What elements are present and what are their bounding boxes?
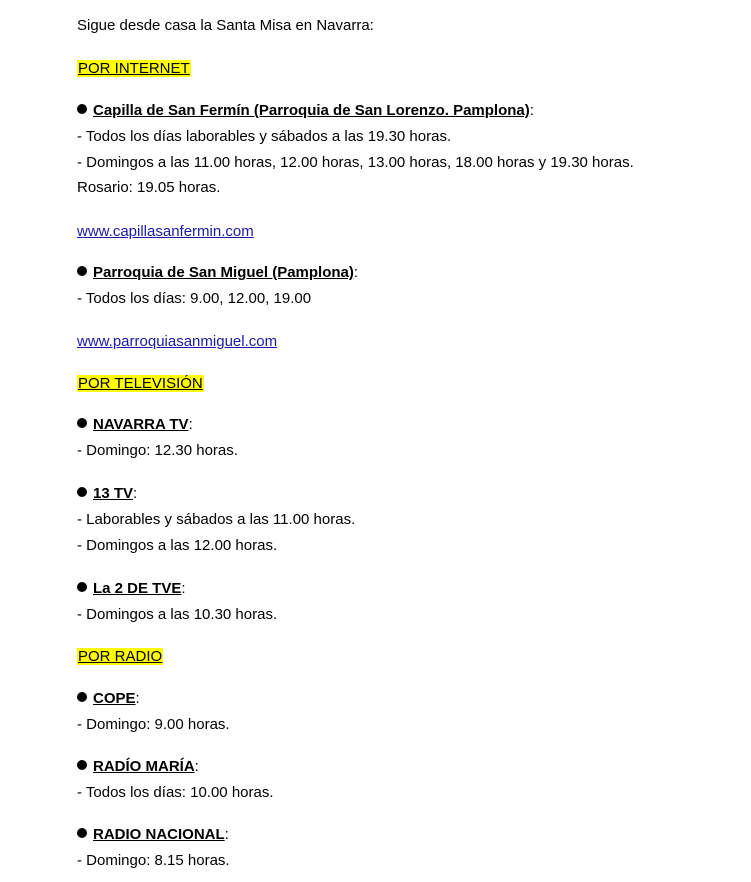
schedule-line: - Domingo: 9.00 horas. — [77, 716, 230, 733]
schedule-line: Rosario: 19.05 horas. — [77, 179, 221, 196]
item-title: 13 TV — [93, 485, 134, 502]
item-title: RADÍO MARÍA — [93, 758, 195, 775]
bullet-icon — [77, 760, 87, 770]
item-radio-maria: RADÍO MARÍA: — [77, 757, 199, 777]
bullet-icon — [77, 582, 87, 592]
item-navarra-tv: NAVARRA TV: — [77, 415, 193, 435]
link-parroquiasanmiguel[interactable] — [77, 332, 277, 352]
link-text[interactable]: www.parroquiasanmiguel.com — [77, 333, 278, 350]
item-title: Parroquia de San Miguel (Pamplona) — [93, 264, 354, 281]
heading-television-label: POR TELEVISIÓN — [78, 375, 203, 392]
item-title: Capilla de San Fermín (Parroquia de San Lorenzo. Pamplona) — [93, 102, 530, 119]
item-cope: COPE: — [77, 689, 140, 709]
schedule-line: - Laborables y sábados a las 11.00 horas. — [77, 511, 356, 528]
schedule-line: - Domingos a las 12.00 horas. — [77, 537, 278, 554]
section-heading-internet — [77, 59, 191, 79]
schedule-line: - Todos los días laborables y sábados a las 19.30 horas. — [77, 128, 452, 145]
item-title: COPE — [93, 690, 136, 707]
heading-radio-label: POR RADIO — [78, 648, 163, 665]
item-parroquia-san-miguel: Parroquia de San Miguel (Pamplona): — [77, 263, 358, 283]
schedule-line: - Domingos a las 11.00 horas, 12.00 horas, 13.00 horas, 18.00 horas y 19.30 horas. — [77, 154, 634, 171]
schedule-line: - Domingos a las 10.30 horas. — [77, 606, 278, 623]
bullet-icon — [77, 266, 87, 276]
link-capillasanfermin[interactable] — [77, 222, 254, 242]
schedule-line: - Domingo: 8.15 horas. — [77, 852, 230, 869]
item-13-tv: 13 TV: — [77, 484, 137, 504]
heading-internet-label: POR INTERNET — [78, 60, 190, 77]
bullet-icon — [77, 418, 87, 428]
schedule-line: - Domingo: 12.30 horas. — [77, 442, 238, 459]
section-heading-television — [77, 374, 204, 394]
bullet-icon — [77, 692, 87, 702]
bullet-icon — [77, 828, 87, 838]
item-radio-nacional: RADIO NACIONAL: — [77, 825, 229, 845]
item-la2-tve: La 2 DE TVE: — [77, 579, 186, 599]
schedule-line: - Todos los días: 10.00 horas. — [77, 784, 274, 801]
bullet-icon — [77, 104, 87, 114]
section-heading-radio — [77, 647, 163, 667]
item-title: La 2 DE TVE — [93, 580, 182, 597]
link-text[interactable]: www.capillasanfermin.com — [77, 223, 254, 240]
item-title: RADIO NACIONAL — [93, 826, 225, 843]
item-capilla-san-fermin: Capilla de San Fermín (Parroquia de San Lorenzo. Pamplona): — [77, 101, 534, 121]
schedule-line: - Todos los días: 9.00, 12.00, 19.00 — [77, 290, 312, 307]
item-title: NAVARRA TV — [93, 416, 189, 433]
intro-text: Sigue desde casa la Santa Misa en Navarra: — [77, 17, 374, 34]
bullet-icon — [77, 487, 87, 497]
